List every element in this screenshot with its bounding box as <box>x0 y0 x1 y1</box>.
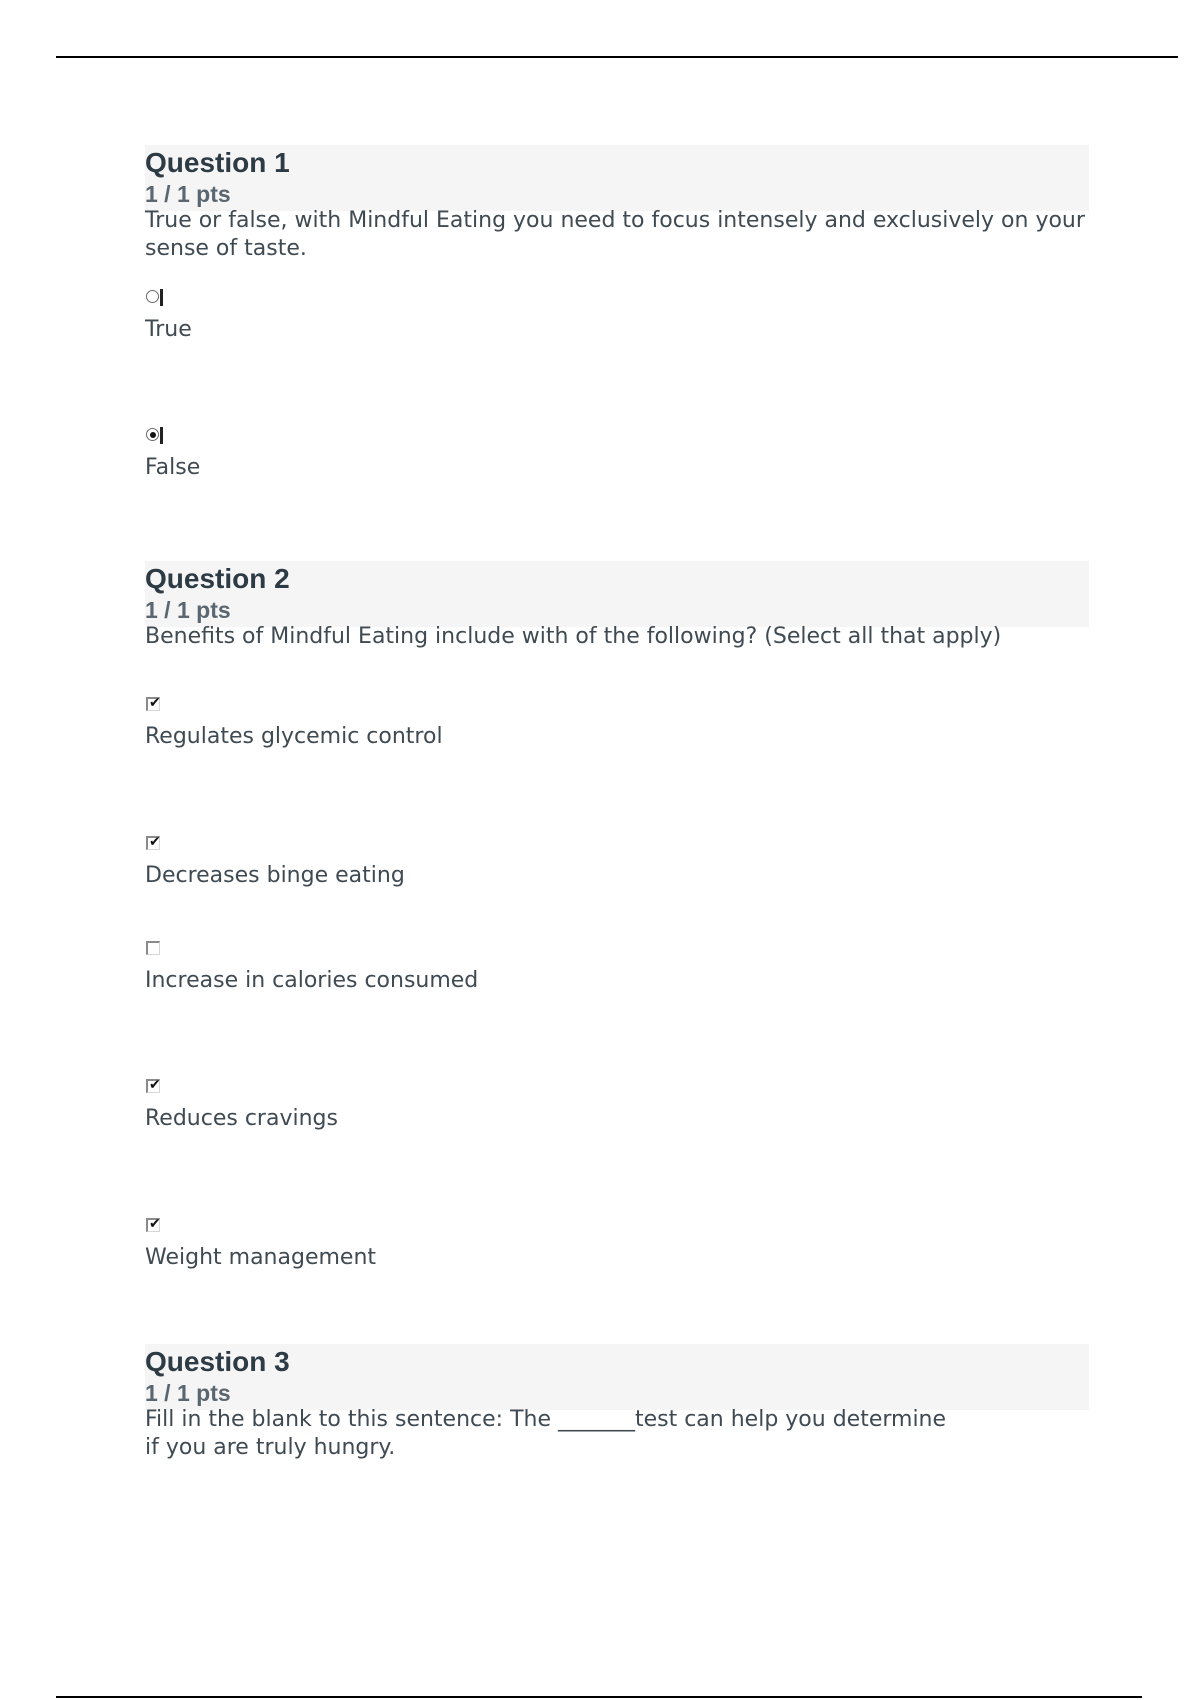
checkbox-box-icon <box>146 941 160 955</box>
question-3-points: 1 / 1 pts <box>145 1380 231 1406</box>
question-2-header <box>145 561 1089 627</box>
question-2-answer-1[interactable] <box>145 695 1089 751</box>
question-3-text-line-2: if you are truly hungry. <box>145 1435 396 1460</box>
question-1-answer-true[interactable] <box>145 288 1089 344</box>
answer-label-regulates-glycemic-control: Regulates glycemic control <box>145 724 443 749</box>
answer-label-true: True <box>145 317 192 342</box>
top-divider <box>56 56 1178 58</box>
checkmark-icon: ✔ <box>149 695 161 711</box>
question-2-points: 1 / 1 pts <box>145 597 231 623</box>
radio-circle-icon <box>146 290 159 303</box>
checkmark-icon: ✔ <box>149 1216 161 1232</box>
radio-bar-icon <box>160 427 163 444</box>
checkbox-weight-management[interactable] <box>145 1216 165 1236</box>
checkbox-reduces-cravings[interactable] <box>145 1077 165 1097</box>
question-1-title: Question 1 <box>145 147 290 178</box>
question-1-header <box>145 145 1089 211</box>
question-2 <box>145 561 1089 1272</box>
radio-selected-dot-icon <box>150 432 156 438</box>
checkbox-regulates-glycemic-control[interactable] <box>145 695 165 715</box>
radio-button-false[interactable] <box>145 426 165 446</box>
question-3-title: Question 3 <box>145 1346 290 1377</box>
quiz-content <box>145 145 1089 1462</box>
question-2-title: Question 2 <box>145 563 290 594</box>
answer-label-increase-in-calories-consumed: Increase in calories consumed <box>145 968 479 993</box>
checkbox-decreases-binge-eating[interactable] <box>145 834 165 854</box>
radio-button-true[interactable] <box>145 288 165 308</box>
question-3-header <box>145 1344 1089 1410</box>
answer-label-weight-management: Weight management <box>145 1245 377 1270</box>
question-2-answer-4[interactable] <box>145 1077 1089 1133</box>
question-1 <box>145 145 1089 482</box>
checkmark-icon: ✔ <box>149 834 161 850</box>
question-3-text-line-1: Fill in the blank to this sentence: The _______test can help you determine <box>145 1407 947 1432</box>
radio-bar-icon <box>160 289 163 306</box>
answer-label-decreases-binge-eating: Decreases binge eating <box>145 863 405 888</box>
question-3-text <box>145 1406 1089 1462</box>
question-2-answer-3[interactable] <box>145 939 1089 995</box>
answer-label-false: False <box>145 455 201 480</box>
question-3 <box>145 1344 1089 1462</box>
question-1-text: True or false, with Mindful Eating you need to focus intensely and exclusively on your sense of taste. <box>145 208 1085 261</box>
checkmark-icon: ✔ <box>149 1077 161 1093</box>
checkbox-increase-in-calories-consumed[interactable] <box>145 939 165 959</box>
question-2-answer-2[interactable] <box>145 834 1089 890</box>
question-2-text: Benefits of Mindful Eating include with of the following? (Select all that apply) <box>145 624 1002 649</box>
question-2-answer-5[interactable] <box>145 1216 1089 1272</box>
bottom-divider <box>56 1696 1142 1698</box>
question-1-points: 1 / 1 pts <box>145 181 231 207</box>
question-1-answer-false[interactable] <box>145 426 1089 482</box>
answer-label-reduces-cravings: Reduces cravings <box>145 1106 338 1131</box>
